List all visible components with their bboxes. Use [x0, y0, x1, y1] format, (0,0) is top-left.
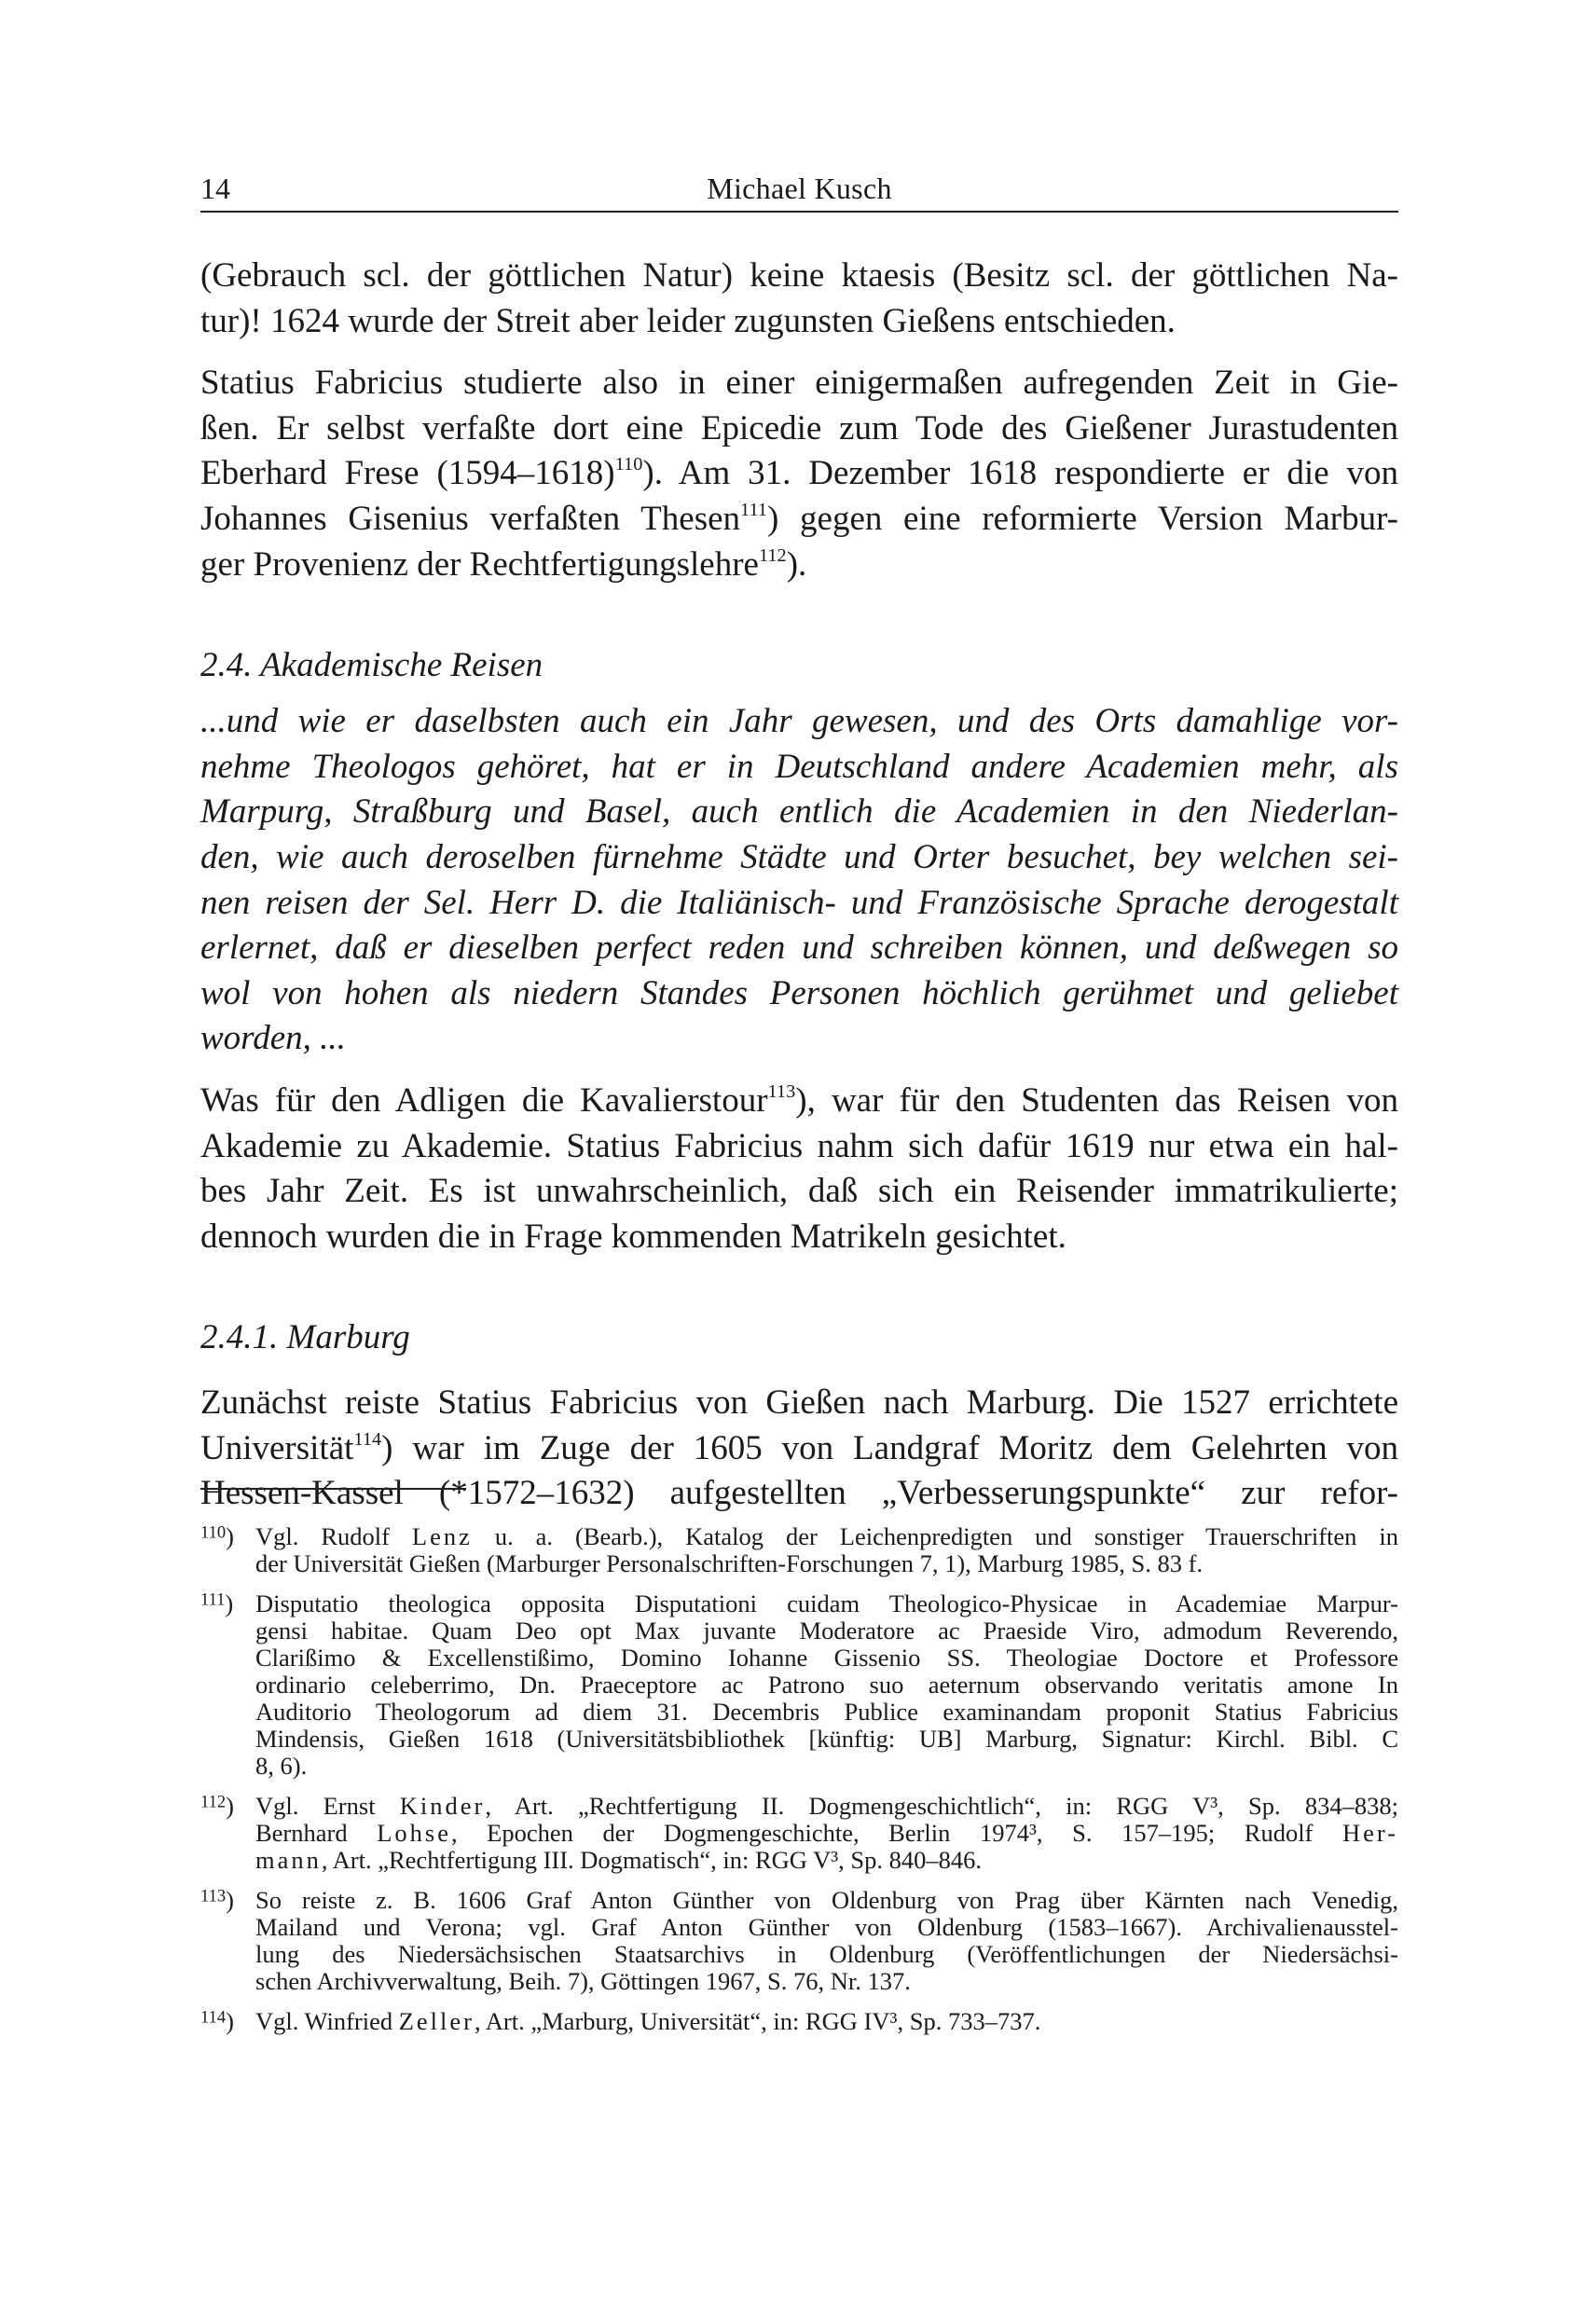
- quote-line: Marpurg, Straßburg und Basel, auch entlich die Academien in den Niederlan-: [200, 792, 1398, 832]
- footnote-line: schen Archivverwaltung, Beih. 7), Göttingen 1967, S. 76, Nr. 137.: [255, 1967, 911, 1995]
- footnote-line: Mindensis, Gießen 1618 (Universitätsbibliothek [künftig: UB] Marburg, Signatur: Kirchl. Bibl. C: [255, 1725, 1398, 1753]
- running-head: Michael Kusch: [707, 172, 892, 205]
- footnote-line: 8, 6).: [255, 1752, 308, 1780]
- text-line: Eberhard Frese (1594–1618)$^{110}$). Am 31. Dezember 1618 respondierte er die von: [200, 454, 1398, 493]
- footnote-line: der Universität Gießen (Marburger Personalschriften-Forschungen 7, 1), Marburg 1985, S. 83 f.: [255, 1549, 1204, 1577]
- quote-line: nen reisen der Sel. Herr D. die Italiänisch- und Französische Sprache derogestalt: [200, 883, 1398, 922]
- text-line: Johannes Gisenius verfaßten Thesen$^{111}$) gegen eine reformierte Version Marbur-: [200, 499, 1398, 538]
- section-heading-2-4: 2.4. Akademische Reisen: [200, 646, 543, 685]
- footnote-line: gensi habitae. Quam Deo opt Max juvante Moderatore ac Praeside Viro, admodum Reverendo,: [255, 1617, 1398, 1645]
- footnote-number: $^{111}$): [200, 1590, 234, 1617]
- footnote-line: Clarißimo & Excellenstißimo, Domino Iohanne Gissenio SS. Theologiae Doctore et Professore: [255, 1644, 1398, 1672]
- text-line: Hessen-Kassel (*1572–1632) aufgestellten „Verbesserungspunkte“ zur refor-: [200, 1474, 1398, 1513]
- footnote-113: [200, 1887, 1398, 1995]
- paragraph-4: [200, 1381, 1398, 1517]
- document-page: [200, 0, 1398, 2312]
- footnote-line: ordinario celeberrimo, Dn. Praeceptore ac Patrono suo aeternum observando veritatis amone In: [255, 1671, 1398, 1699]
- footnote-number: $^{110}$): [200, 1522, 234, 1550]
- text-line: dennoch wurden die in Frage kommenden Matrikeln gesichtet.: [200, 1217, 1066, 1256]
- footnote-ref-111: 111: [740, 499, 768, 520]
- text-line: Zunächst reiste Statius Fabricius von Gießen nach Marburg. Die 1527 errichtete: [200, 1383, 1398, 1423]
- footnote-112: [200, 1793, 1398, 1874]
- footnote-110: [200, 1523, 1398, 1577]
- footnote-ref-110: 110: [614, 454, 643, 475]
- text-line: (Gebrauch scl. der göttlichen Natur) keine ktaesis (Besitz scl. der göttlichen Na-: [200, 256, 1398, 295]
- quote-line: worden, ...: [200, 1019, 346, 1058]
- footnote-line: Mailand und Verona; vgl. Graf Anton Günther von Oldenburg (1583–1667). Archivalienausstel-: [255, 1913, 1398, 1941]
- quote-line: ...und wie er daselbsten auch ein Jahr gewesen, und des Orts damahlige vor-: [200, 702, 1398, 741]
- footnotes: [200, 1523, 1398, 2048]
- footnote-line: Vgl. Rudolf Lenz u. a. (Bearb.), Katalog der Leichenpredigten und sonstiger Trauerschriften in: [255, 1522, 1398, 1550]
- footnote-line: mann, Art. „Rechtfertigung III. Dogmatisch“, in: RGG V³, Sp. 840–846.: [255, 1846, 983, 1874]
- footnote-divider: [200, 1488, 466, 1490]
- quote-line: nehme Theologos gehöret, hat er in Deutschland andere Academien mehr, als: [200, 747, 1398, 786]
- text-line: Was für den Adligen die Kavalierstour$^{113}$), war für den Studenten das Reisen von: [200, 1080, 1398, 1120]
- paragraph-1: [200, 254, 1398, 344]
- text-line: ßen. Er selbst verfaßte dort eine Epicedie zum Tode des Gießener Jurastudenten: [200, 408, 1398, 447]
- footnote-line: Disputatio theologica opposita Disputationi cuidam Theologico-Physicae in Academiae Marpur-: [255, 1590, 1398, 1617]
- text-line: Akademie zu Akademie. Statius Fabricius nahm sich dafür 1619 nur etwa ein hal-: [200, 1126, 1398, 1165]
- main-text: [200, 254, 1398, 1517]
- footnote-ref-114: 114: [353, 1428, 382, 1450]
- paragraph-3: [200, 1079, 1398, 1259]
- footnote-number: $^{112}$): [200, 1792, 234, 1820]
- footnote-line: So reiste z. B. 1606 Graf Anton Günther von Oldenburg von Prag über Kärnten nach Venedig,: [255, 1886, 1398, 1914]
- footnote-line: lung des Niedersächsischen Staatsarchivs in Oldenburg (Veröffentlichungen der Niedersächsi-: [255, 1940, 1398, 1968]
- footnote-114: [200, 2008, 1398, 2035]
- page-number: 14: [200, 172, 230, 205]
- footnote-line: Auditorio Theologorum ad diem 31. Decembris Publice examinandam proponit Statius Fabricius: [255, 1698, 1398, 1726]
- footnote-number: $^{113}$): [200, 1886, 234, 1914]
- block-quote: [200, 699, 1398, 1062]
- quote-line: den, wie auch deroselben fürnehme Städte und Orter besuchet, bey welchen sei-: [200, 837, 1398, 876]
- footnote-ref-113: 113: [767, 1080, 796, 1102]
- page-header: [200, 168, 1398, 213]
- footnote-line: Vgl. Ernst Kinder, Art. „Rechtfertigung II. Dogmengeschichtlich“, in: RGG V³, Sp. 834–838;: [255, 1792, 1399, 1820]
- text-line: Universität$^{114}$) war im Zuge der 1605 von Landgraf Moritz dem Gelehrten von: [200, 1428, 1398, 1467]
- text-line: tur)! 1624 wurde der Streit aber leider zugunsten Gießens entschieden.: [200, 301, 1176, 340]
- quote-line: wol von hohen als niedern Standes Personen höchlich gerühmet und geliebet: [200, 973, 1398, 1012]
- footnote-111: [200, 1590, 1398, 1780]
- footnote-line: Vgl. Winfried Zeller, Art. „Marburg, Universität“, in: RGG IV³, Sp. 733–737.: [255, 2007, 1041, 2035]
- footnote-line: Bernhard Lohse, Epochen der Dogmengeschichte, Berlin 1974³, S. 157–195; Rudolf Her-: [255, 1819, 1398, 1847]
- text-line: bes Jahr Zeit. Es ist unwahrscheinlich, daß sich ein Reisender immatrikulierte;: [200, 1172, 1398, 1211]
- text-line: ger Provenienz der Rechtfertigungslehre$^{112}$).: [200, 544, 807, 584]
- footnote-number: $^{114}$): [200, 2007, 234, 2035]
- quote-line: erlernet, daß er dieselben perfect reden und schreiben können, und deßwegen so: [200, 929, 1398, 968]
- footnote-ref-112: 112: [758, 544, 787, 566]
- section-heading-2-4-1: 2.4.1. Marburg: [200, 1318, 410, 1357]
- text-line: Statius Fabricius studierte also in einer einigermaßen aufregenden Zeit in Gie-: [200, 364, 1398, 403]
- paragraph-2: [200, 361, 1398, 587]
